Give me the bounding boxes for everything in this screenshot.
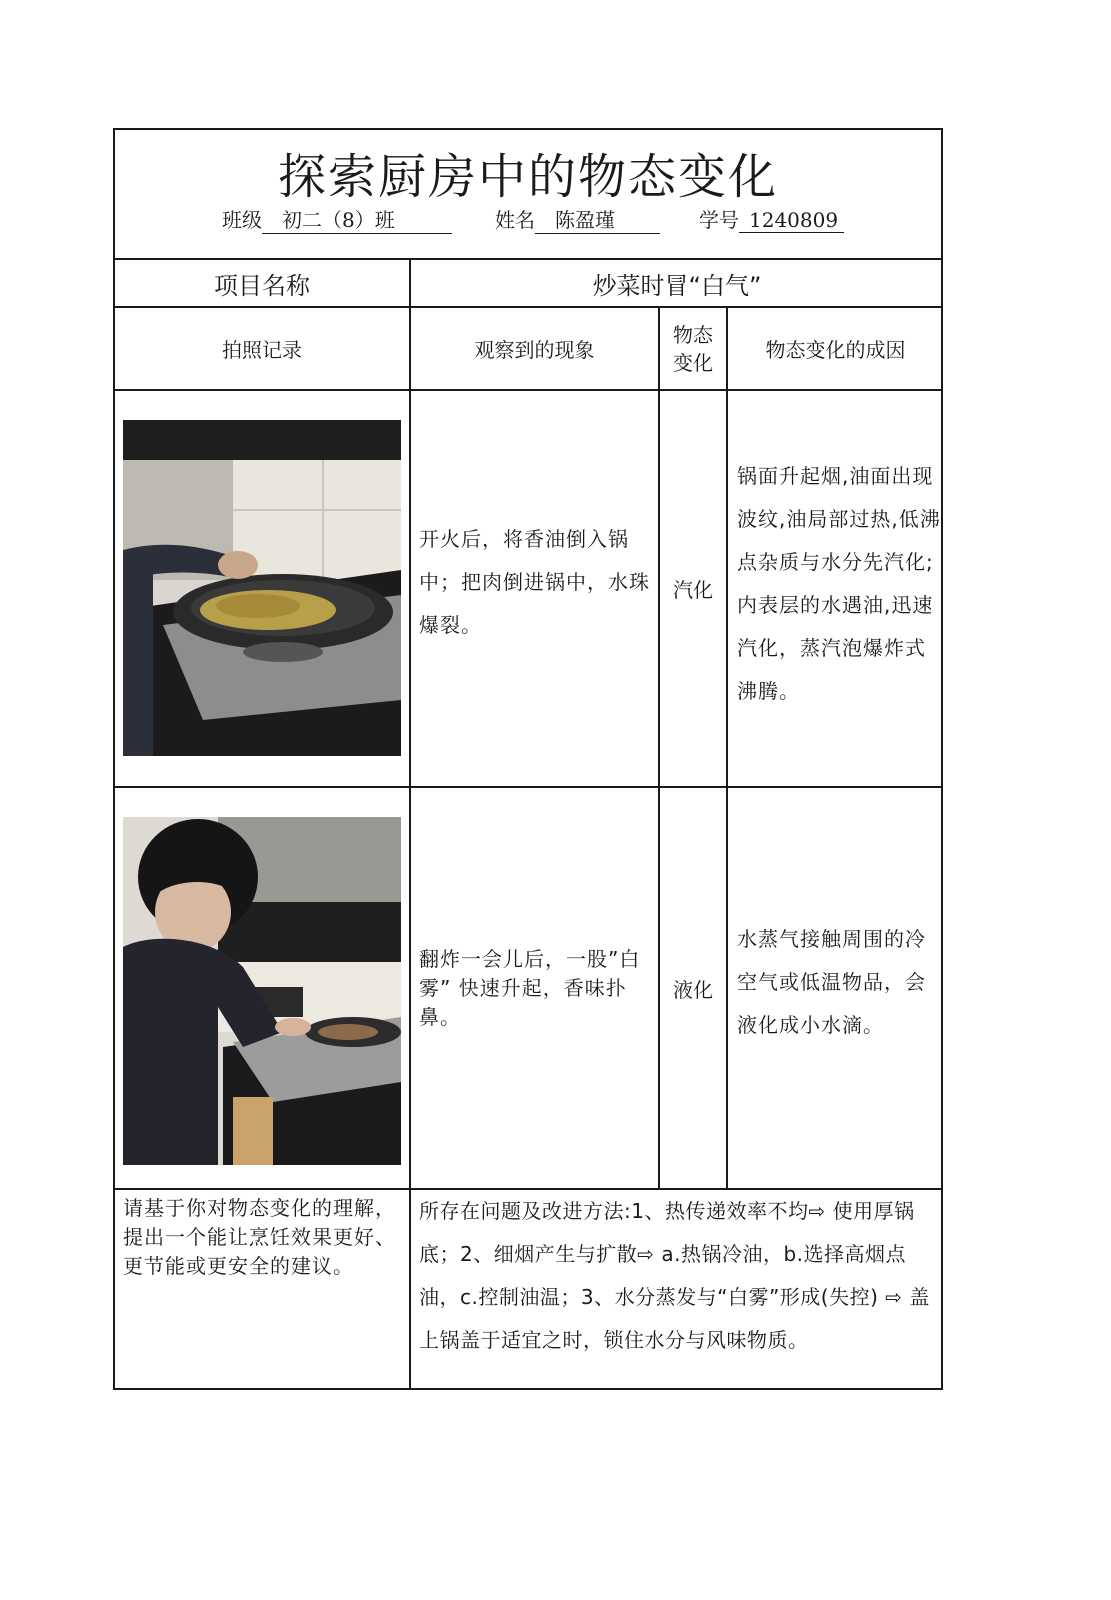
row2-phenomenon: 翻炸一会儿后，一股”白雾” 快速升起，香味扑鼻。 [419, 947, 641, 1029]
header-cause: 物态变化的成因 [765, 338, 906, 362]
name-field [495, 204, 660, 234]
project-value: 炒菜时冒“白气” [592, 271, 762, 300]
header-change-line2: 变化 [673, 350, 713, 375]
rule [115, 389, 941, 391]
wok-photo-illustration [123, 420, 401, 756]
id-label: 学号 [699, 208, 739, 232]
suggestion-prompt: 请基于你对物态变化的理解，提出一个能让烹饪效果更好、更节能或更安全的建议。 [123, 1196, 396, 1278]
row2-cause: 水蒸气接触周围的冷空气或低温物品，会液化成小水滴。 [737, 927, 926, 1037]
cook-photo-illustration [123, 817, 401, 1165]
class-field [222, 204, 452, 234]
rule [726, 306, 728, 1188]
class-label: 班级 [222, 208, 262, 232]
rule [115, 786, 941, 788]
header-change-line1: 物态 [673, 322, 713, 347]
name-value: 陈盈瑾 [535, 204, 660, 234]
page-title: 探索厨房中的物态变化 [277, 149, 778, 205]
row2-change: 液化 [673, 977, 713, 1002]
header-phenomenon: 观察到的现象 [474, 338, 595, 362]
photo-stir-fry-1 [123, 420, 401, 756]
row1-phenomenon: 开火后，将香油倒入锅中；把肉倒进锅中，水珠爆裂。 [419, 527, 650, 637]
id-value: 1240809 [739, 208, 844, 233]
suggestion-answer: 所存在问题及改进方法:1、热传递效率不均⇨ 使用厚锅底；2、细烟产生与扩散⇨ a.热锅冷油，b.选择高烟点油，c.控制油温；3、水分蒸发与“白雾”形成(失控) ⇨ 盖上锅盖于适宜之时，锁住水分与风味物质。 [419, 1199, 930, 1352]
header-photo: 拍照记录 [222, 338, 302, 362]
project-label: 项目名称 [214, 271, 310, 300]
row1-cause: 锅面升起烟,油面出现波纹,油局部过热,低沸点杂质与水分先汽化;内表层的水遇油,迅速汽化，蒸汽泡爆炸式沸腾。 [737, 464, 941, 703]
worksheet-table [113, 128, 943, 1390]
row1-change: 汽化 [673, 578, 713, 602]
class-value: 初二（8）班 [262, 204, 452, 234]
photo-stir-fry-2 [123, 817, 401, 1165]
name-label: 姓名 [495, 208, 535, 232]
rule [409, 258, 411, 1390]
id-field [699, 204, 844, 233]
header-change [660, 308, 726, 389]
